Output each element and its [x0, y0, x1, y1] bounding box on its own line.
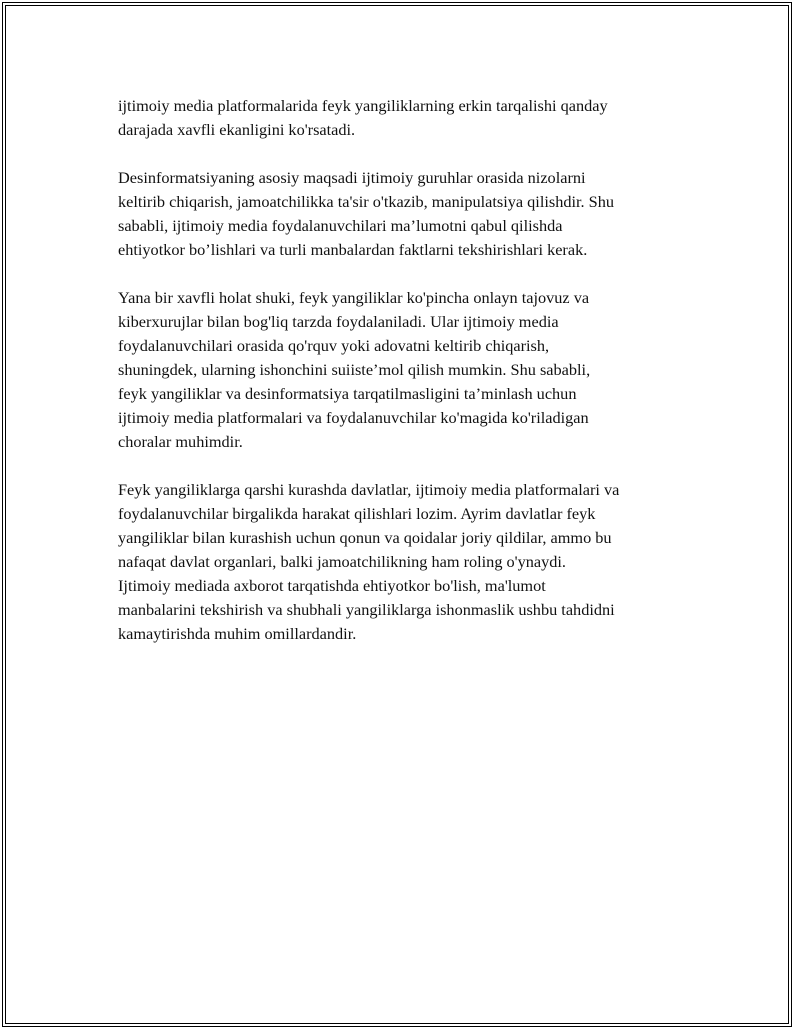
text-line: shuningdek, ularning ishonchini suiiste’mol qilish mumkin. Shu sababli, [118, 360, 591, 379]
text-line: Yana bir xavfli holat shuki, feyk yangiliklar ko'pincha onlayn tajovuz va [118, 288, 590, 307]
text-line: Desinformatsiyaning asosiy maqsadi ijtimoiy guruhlar orasida nizolarni [118, 168, 586, 187]
text-line: yangiliklar bilan kurashish uchun qonun va qoidalar joriy qildilar, ammo bu [118, 528, 612, 547]
text-line: darajada xavfli ekanligini ko'rsatadi. [118, 120, 356, 139]
text-line: feyk yangiliklar va desinformatsiya tarqatilmasligini ta’minlash uchun [118, 384, 577, 403]
text-line: foydalanuvchilar birgalikda harakat qilishlari lozim. Ayrim davlatlar feyk [118, 504, 596, 523]
text-line: sababli, ijtimoiy media foydalanuvchilari ma’lumotni qabul qilishda [118, 216, 563, 235]
text-line: manbalarini tekshirish va shubhali yangiliklarga ishonmaslik ushbu tahdidni [118, 600, 615, 619]
paragraph-2 [118, 166, 698, 262]
paragraph-1 [118, 94, 698, 142]
text-line: nafaqat davlat organlari, balki jamoatchilikning ham roling o'ynaydi. [118, 552, 566, 571]
document-body [118, 94, 698, 670]
text-line: ehtiyotkor bo’lishlari va turli manbalardan faktlarni tekshirishlari kerak. [118, 240, 588, 259]
text-line: kiberxurujlar bilan bog'liq tarzda foydalaniladi. Ular ijtimoiy media [118, 312, 559, 331]
text-line: keltirib chiqarish, jamoatchilikka ta'sir o'tkazib, manipulatsiya qilishdir. Shu [118, 192, 615, 211]
text-line: Ijtimoiy mediada axborot tarqatishda ehtiyotkor bo'lish, ma'lumot [118, 576, 546, 595]
text-line: Feyk yangiliklarga qarshi kurashda davlatlar, ijtimoiy media platformalari va [118, 480, 620, 499]
text-line: choralar muhimdir. [118, 432, 243, 451]
paragraph-3 [118, 286, 698, 454]
text-line: kamaytirishda muhim omillardandir. [118, 624, 357, 643]
text-line: ijtimoiy media platformalari va foydalanuvchilar ko'magida ko'riladigan [118, 408, 589, 427]
paragraph-4 [118, 478, 698, 646]
text-line: ijtimoiy media platformalarida feyk yangiliklarning erkin tarqalishi qanday [118, 96, 608, 115]
text-line: foydalanuvchilari orasida qo'rquv yoki adovatni keltirib chiqarish, [118, 336, 550, 355]
